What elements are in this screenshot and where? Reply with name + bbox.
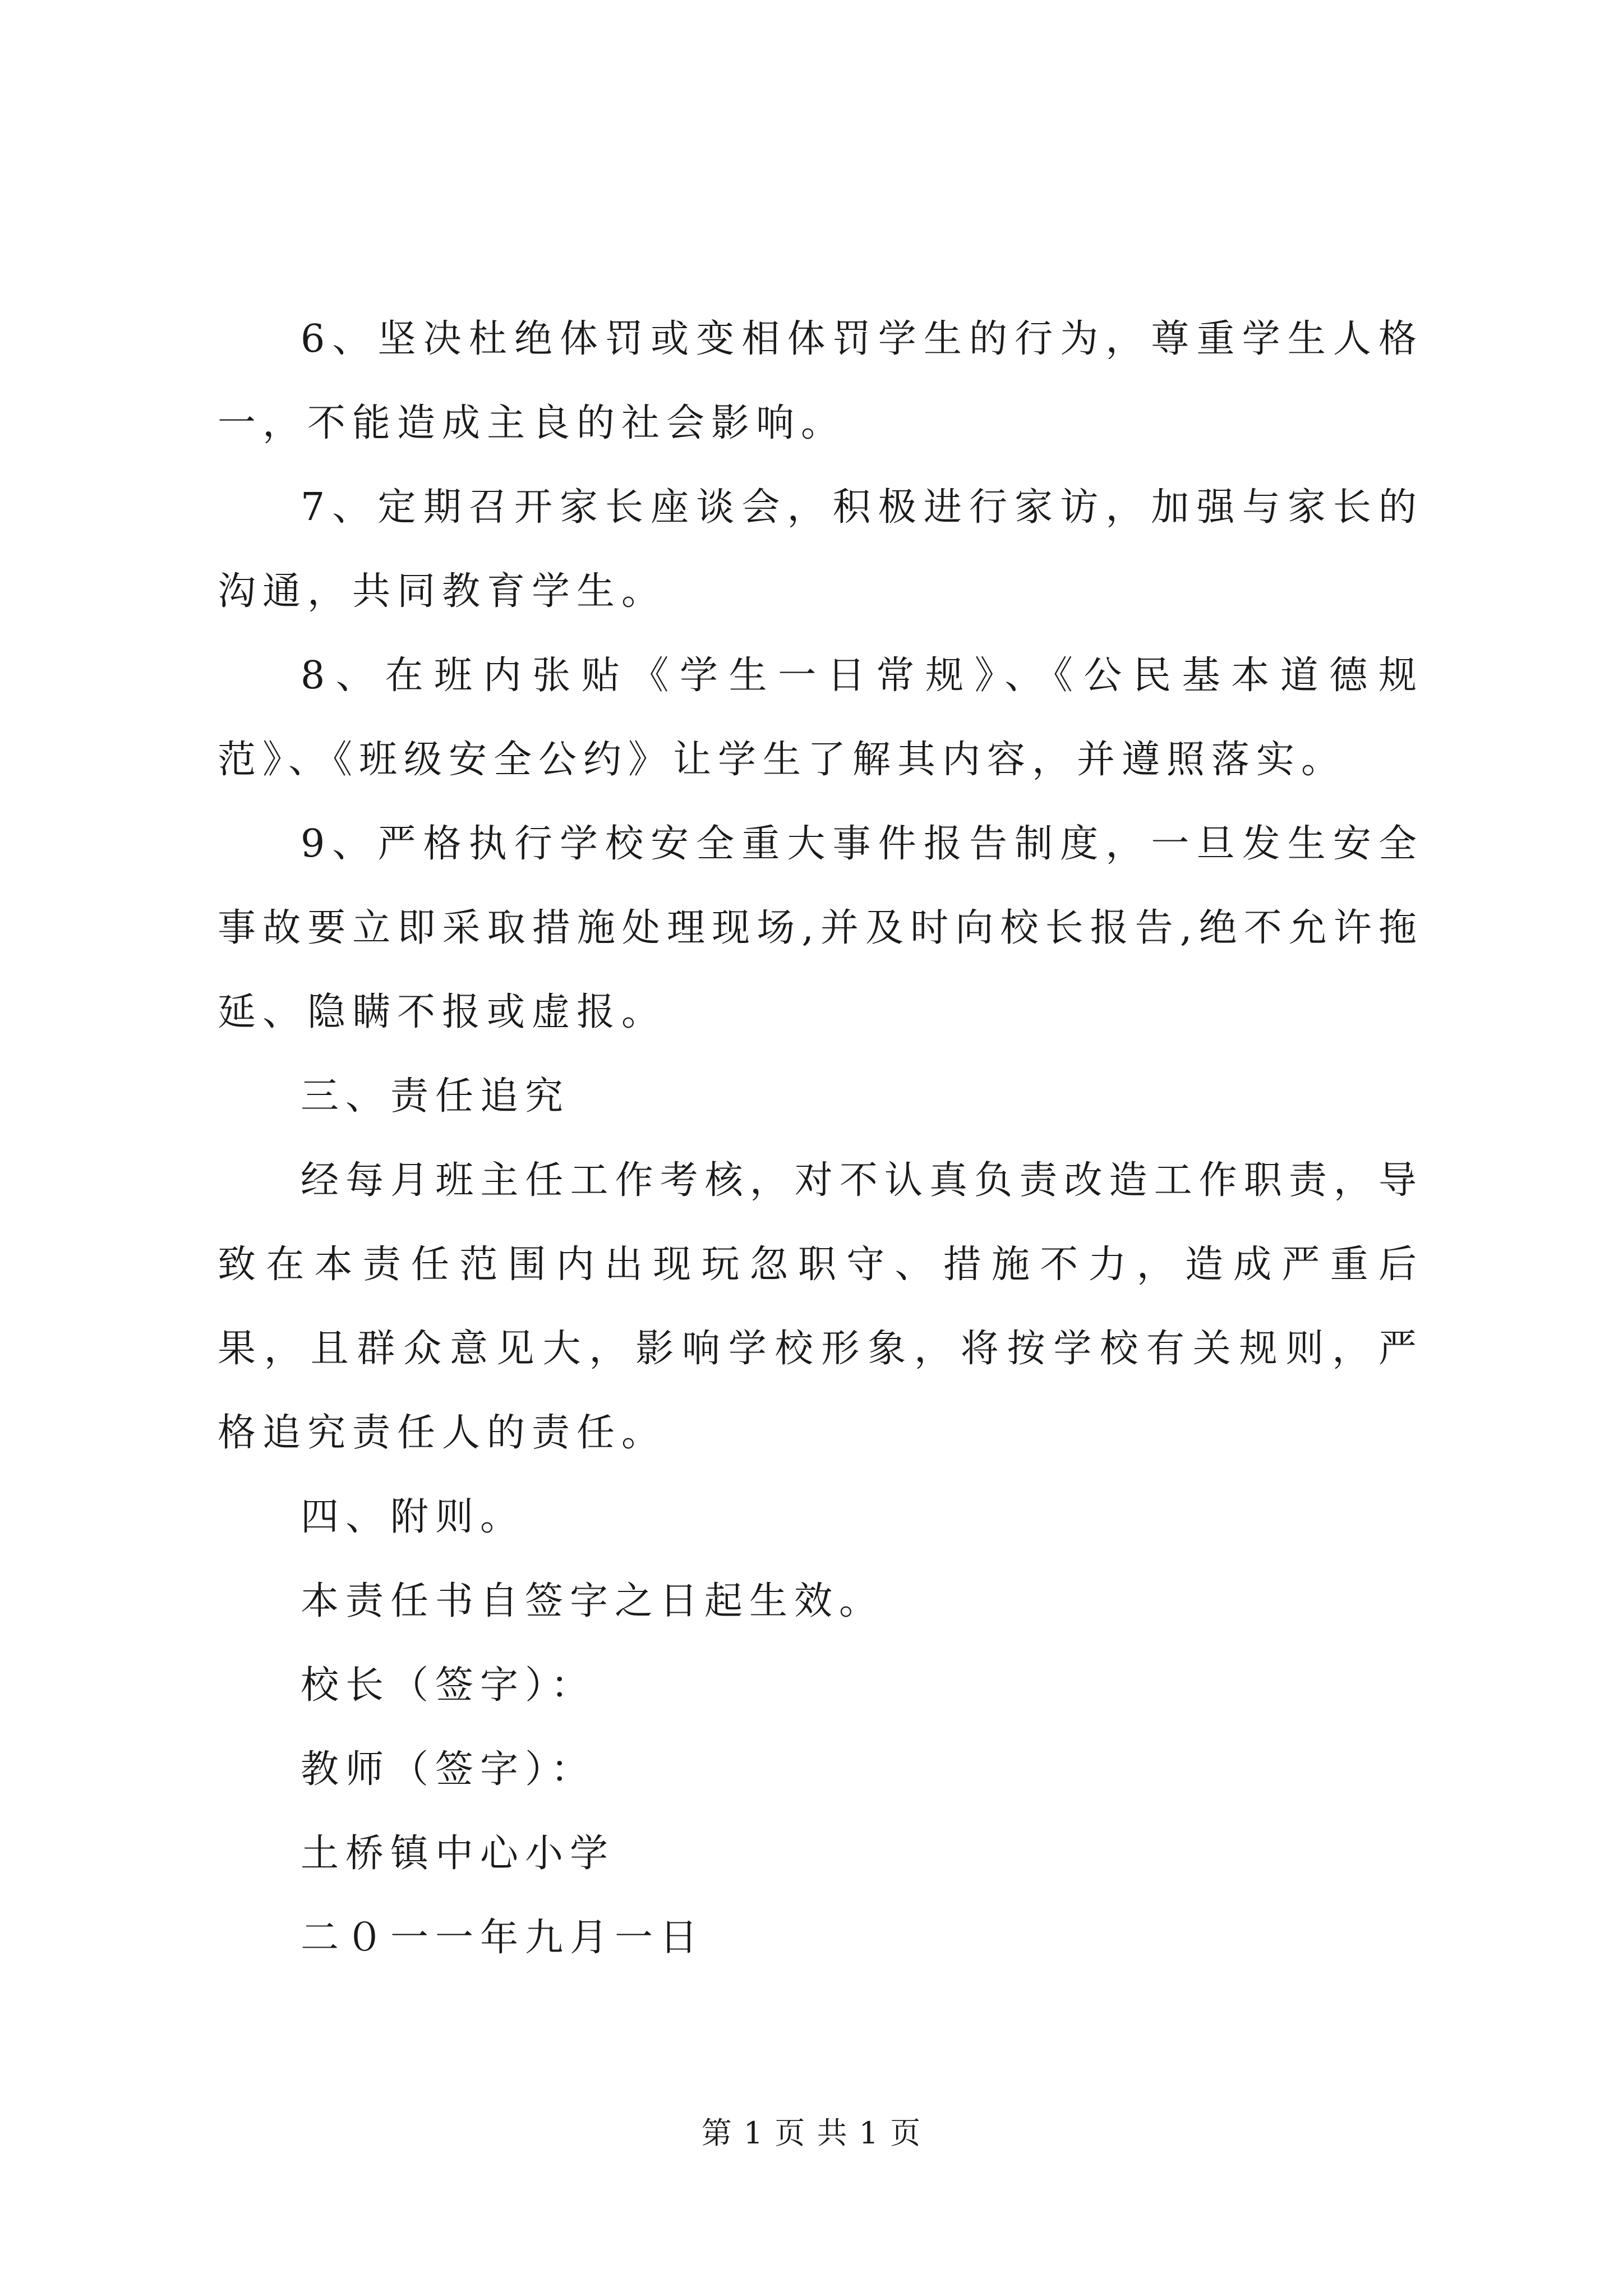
effective-clause: 本责任书自签字之日起生效。 <box>301 1579 884 1623</box>
paragraph-item-9: 9、严格执行学校安全重大事件报告制度，一旦发生安全事故要立即采取措施处理现场,并及时向校长报告,绝不允许拖延、隐瞒不报或虚报。 <box>218 822 1423 1034</box>
paragraph-responsibility: 经每月班主任工作考核，对不认真负责改造工作职责，导致在本责任范围内出现玩忽职守、措施不力，造成严重后果，且群众意见大，影响学校形象，将按学校有关规则，严格追究责任人的责任。 <box>218 1158 1423 1455</box>
paragraph-item-6: 6、坚决杜绝体罚或变相体罚学生的行为，尊重学生人格一，不能造成主良的社会影响。 <box>218 317 1423 445</box>
paragraph-item-7: 7、定期召开家长座谈会，积极进行家访，加强与家长的沟通，共同教育学生。 <box>218 485 1423 614</box>
page-footer: 第 1 页 共 1 页 <box>701 2115 922 2151</box>
principal-signature-line: 校长（签字）： <box>301 1663 596 1708</box>
document-body <box>218 297 1423 1980</box>
paragraph-item-8: 8、在班内张贴《学生一日常规》、《公民基本道德规范》、《班级安全公约》让学生了解其内容，并遵照落实。 <box>218 654 1423 782</box>
organization-name: 土桥镇中心小学 <box>301 1832 615 1876</box>
section-heading-appendix: 四、附则。 <box>301 1495 525 1539</box>
teacher-signature-line: 教师（签字）： <box>301 1747 596 1792</box>
document-date: 二０一一年九月一日 <box>301 1916 705 1960</box>
section-heading-responsibility: 三、责任追究 <box>301 1074 570 1119</box>
